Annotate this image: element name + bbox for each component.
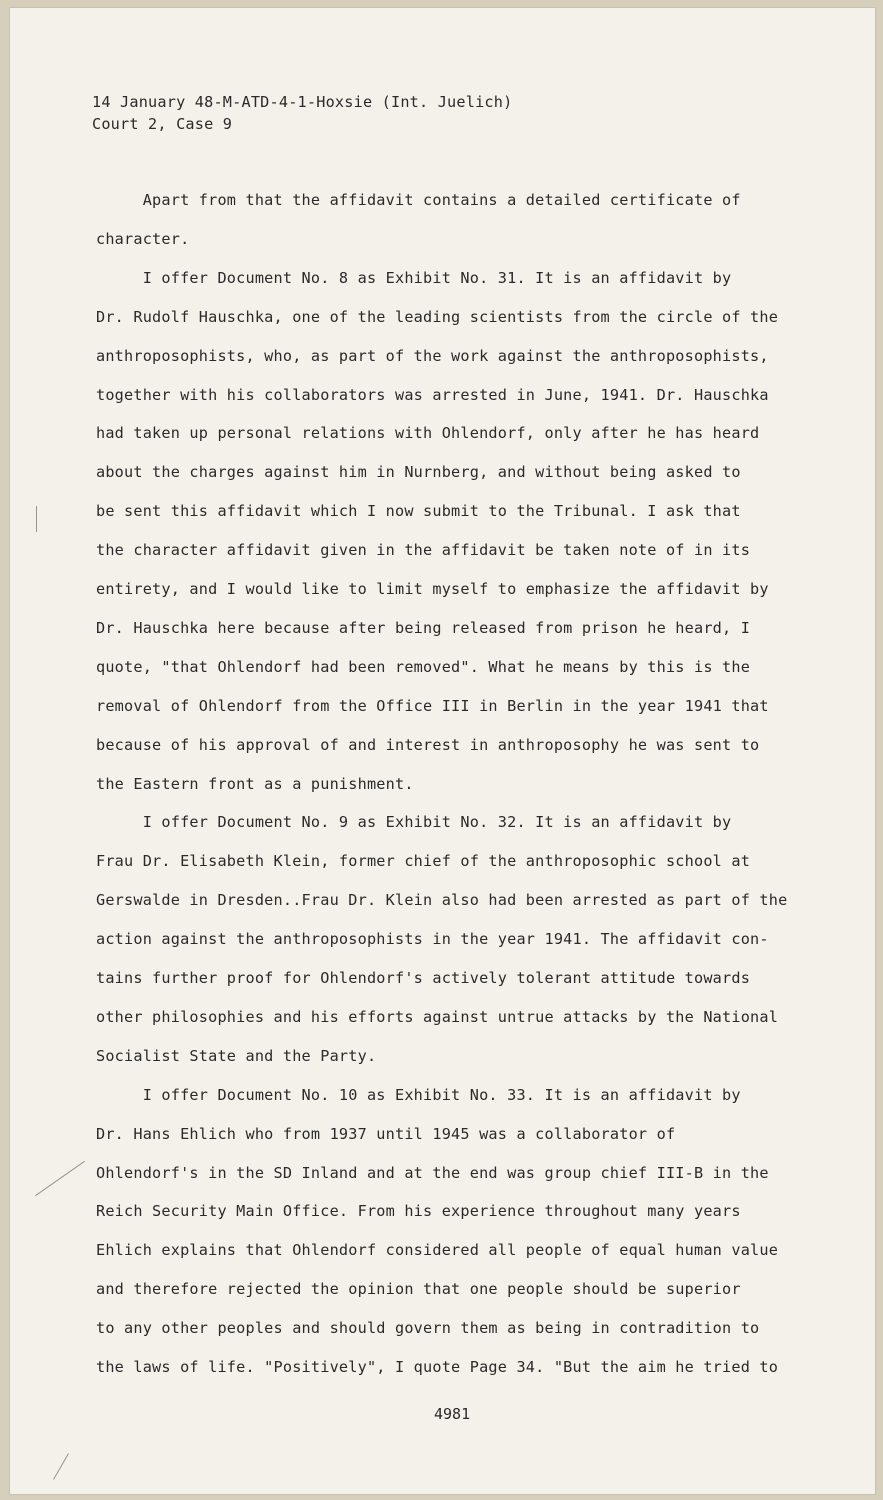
body-line: removal of Ohlendorf from the Office III in Berlin in the year 1941 that xyxy=(96,696,769,715)
body-line: the Eastern front as a punishment. xyxy=(96,774,414,793)
body-line: to any other peoples and should govern them as being in contradition to xyxy=(96,1319,760,1338)
body-line: I offer Document No. 10 as Exhibit No. 33. It is an affidavit by xyxy=(96,1085,741,1104)
body-line: about the charges against him in Nurnberg, and without being asked to xyxy=(96,463,741,482)
body-line: action against the anthroposophists in the year 1941. The affidavit con- xyxy=(96,930,769,949)
body-line: Reich Security Main Office. From his experience throughout many years xyxy=(96,1202,741,1221)
body-line: I offer Document No. 8 as Exhibit No. 31. It is an affidavit by xyxy=(96,268,732,287)
body-line: and therefore rejected the opinion that one people should be superior xyxy=(96,1280,741,1299)
body-line: Dr. Hans Ehlich who from 1937 until 1945 was a collaborator of xyxy=(96,1124,676,1143)
body-line: anthroposophists, who, as part of the work against the anthroposophists, xyxy=(96,346,769,365)
body-line: Dr. Rudolf Hauschka, one of the leading scientists from the circle of the xyxy=(96,307,779,326)
body-line: other philosophies and his efforts against untrue attacks by the National xyxy=(96,1007,779,1026)
body-line: Frau Dr. Elisabeth Klein, former chief of the anthroposophic school at xyxy=(96,852,751,871)
body-line: Gerswalde in Dresden..Frau Dr. Klein also had been arrested as part of the xyxy=(96,891,788,910)
body-line: character. xyxy=(96,229,190,248)
body-line: Ehlich explains that Ohlendorf considered all people of equal human value xyxy=(96,1241,779,1260)
body-line: quote, "that Ohlendorf had been removed". What he means by this is the xyxy=(96,657,751,676)
margin-mark xyxy=(36,506,37,532)
body-line: had taken up personal relations with Ohlendorf, only after he has heard xyxy=(96,424,760,443)
body-line: entirety, and I would like to limit myself to emphasize the affidavit by xyxy=(96,580,769,598)
body-line: the laws of life. "Positively", I quote Page 34. "But the aim he tried to xyxy=(96,1358,779,1376)
body-line: I offer Document No. 9 as Exhibit No. 32. It is an affidavit by xyxy=(96,813,732,832)
body-line: Ohlendorf's in the SD Inland and at the end was group chief III-B in the xyxy=(96,1163,769,1182)
body-line: Dr. Hauschka here because after being released from prison he heard, I xyxy=(96,618,751,637)
body-line: together with his collaborators was arrested in June, 1941. Dr. Hauschka xyxy=(96,385,769,404)
body-line: the character affidavit given in the affidavit be taken note of in its xyxy=(96,541,751,560)
body-line: be sent this affidavit which I now submit to the Tribunal. I ask that xyxy=(96,502,741,521)
margin-mark xyxy=(53,1453,69,1479)
body-line: because of his approval of and interest in anthroposophy he was sent to xyxy=(96,735,760,754)
body-line: tains further proof for Ohlendorf's actively tolerant attitude towards xyxy=(96,969,751,987)
body-line: Socialist State and the Party. xyxy=(96,1046,377,1065)
page-number: 4981 xyxy=(434,1405,471,1423)
header-reference: 14 January 48-M-ATD-4-1-Hoxsie (Int. Juelich) xyxy=(92,93,513,111)
body-line: Apart from that the affidavit contains a detailed certificate of xyxy=(96,191,741,209)
header-court-case: Court 2, Case 9 xyxy=(92,115,233,133)
margin-mark xyxy=(35,1161,85,1196)
document-page xyxy=(10,8,875,1494)
